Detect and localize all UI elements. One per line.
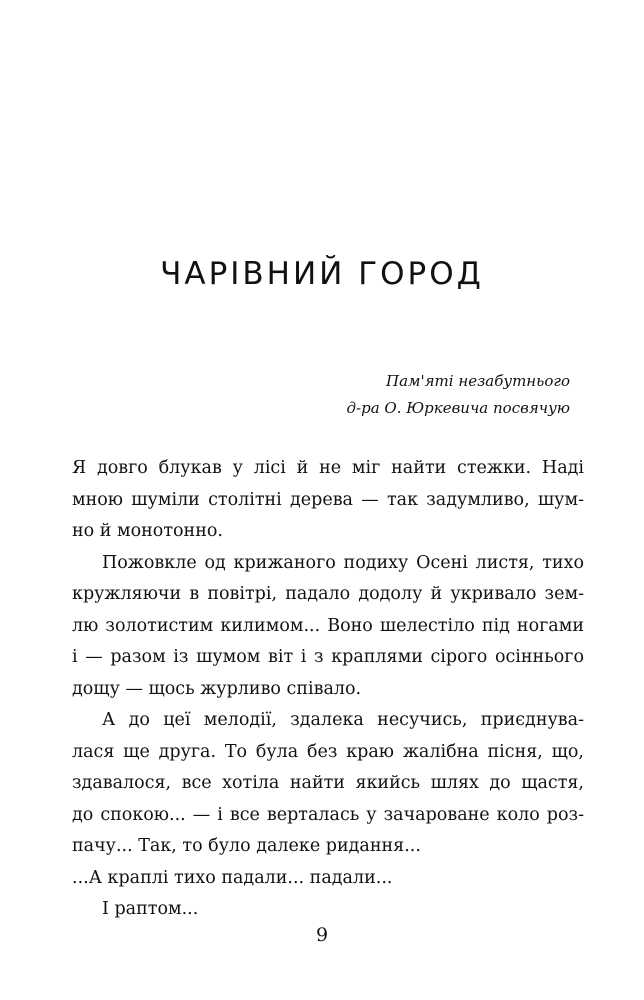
- text-line: лася ще друга. То була без краю жалібна пісня, що,: [72, 741, 584, 762]
- text-line: і — разом із шумом віт і з краплями сірого осіннього: [72, 647, 584, 667]
- page-number: 9: [315, 924, 329, 946]
- text-line: кружляючи в повітрі, падало додолу й укривало зем-: [72, 584, 584, 604]
- text-line: мною шуміли столітні дерева — так задумливо, шум-: [72, 489, 584, 510]
- chapter-title: ЧАРІВНИЙ ГОРОД: [160, 256, 484, 292]
- text-line: здавалося, все хотіла найти якийсь шлях до щастя,: [72, 773, 584, 793]
- text-line: но й монотонно.: [72, 521, 223, 541]
- text-line: дощу — щось журливо співало.: [72, 678, 362, 699]
- dedication-line: д-ра О. Юркевича посвячую: [346, 399, 570, 417]
- text-line: І раптом...: [102, 899, 199, 919]
- text-line: А до цеї мелодії, здалека несучись, приєднува-: [102, 710, 584, 730]
- body-text: [72, 453, 584, 926]
- text-line: Я довго блукав у лісі й не міг найти стежки. Наді: [72, 458, 584, 478]
- dedication: [347, 368, 570, 422]
- text-line: лю золотистим килимом... Воно шелестіло під ногами: [72, 615, 584, 636]
- text-line: до спокою... — і все верталась у зачароване коло роз-: [72, 804, 584, 825]
- text-line: пачу... Так, то було далеке ридання...: [72, 836, 421, 856]
- text-line: ...А краплі тихо падали... падали...: [72, 867, 393, 888]
- text-line: Пожовкле од крижаного подиху Осені листя, тихо: [102, 552, 584, 573]
- dedication-line: Пам'яті незабутнього: [386, 372, 570, 390]
